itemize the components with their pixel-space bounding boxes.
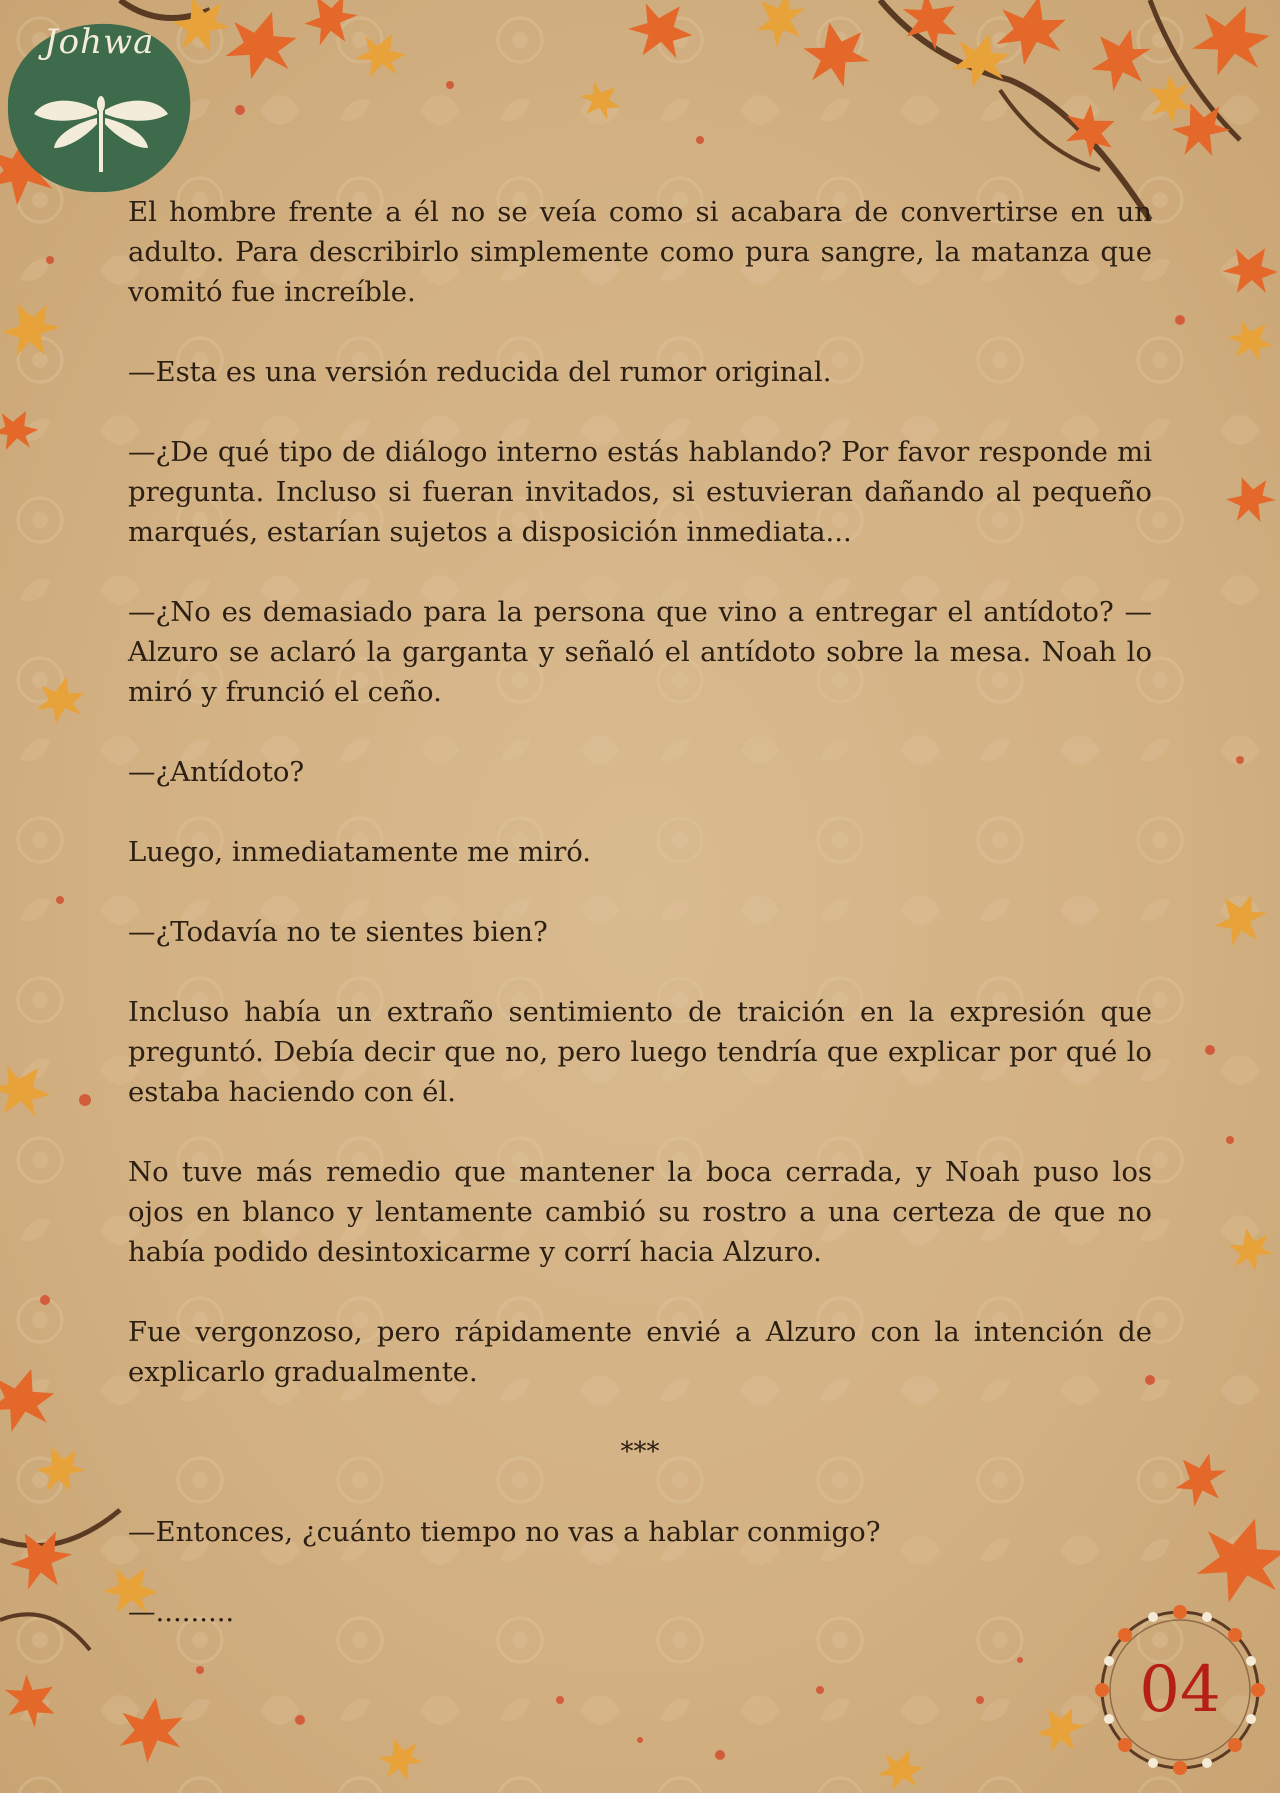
paragraph: —¿De qué tipo de diálogo interno estás hablando? Por favor responde mi pregunta. Incluso si fueran invitados, si estuvieran dañando al pequeño marqués, estarían sujetos a disposición inmediata... — [128, 436, 1152, 548]
paragraph: Luego, inmediatamente me miró. — [128, 836, 592, 868]
paragraph: —¿No es demasiado para la persona que vino a entregar el antídoto? —Alzuro se aclaró la garganta y señaló el antídoto sobre la mesa. Noah lo miró y frunció el ceño. — [128, 596, 1152, 708]
paragraph: —Entonces, ¿cuánto tiempo no vas a hablar conmigo? — [128, 1516, 881, 1548]
page-number: 04 — [1139, 1653, 1221, 1727]
scene-break: *** — [620, 1437, 660, 1467]
logo-text: Johwa — [44, 22, 155, 62]
paragraph: —Esta es una versión reducida del rumor original. — [128, 356, 832, 388]
paragraph: —¿Antídoto? — [128, 756, 305, 788]
paragraph: El hombre frente a él no se veía como si acabara de convertirse en un adulto. Para describirlo simplemente como pura sangre, la matanza que vomitó fue increíble. — [128, 196, 1152, 308]
chapter-text — [128, 192, 1152, 1672]
paragraph: Fue vergonzoso, pero rápidamente envié a Alzuro con la intención de explicarlo gradualmente. — [128, 1316, 1152, 1388]
paragraph: —¿Todavía no te sientes bien? — [128, 916, 548, 948]
paragraph: No tuve más remedio que mantener la boca cerrada, y Noah puso los ojos en blanco y lentamente cambió su rostro a una certeza de que no había podido desintoxicarme y corrí hacia Alzuro. — [128, 1156, 1152, 1268]
paragraph: Incluso había un extraño sentimiento de traición en la expresión que preguntó. Debía decir que no, pero luego tendría que explicar por qué lo estaba haciendo con él. — [128, 996, 1152, 1108]
paragraph: —......... — [128, 1596, 235, 1628]
